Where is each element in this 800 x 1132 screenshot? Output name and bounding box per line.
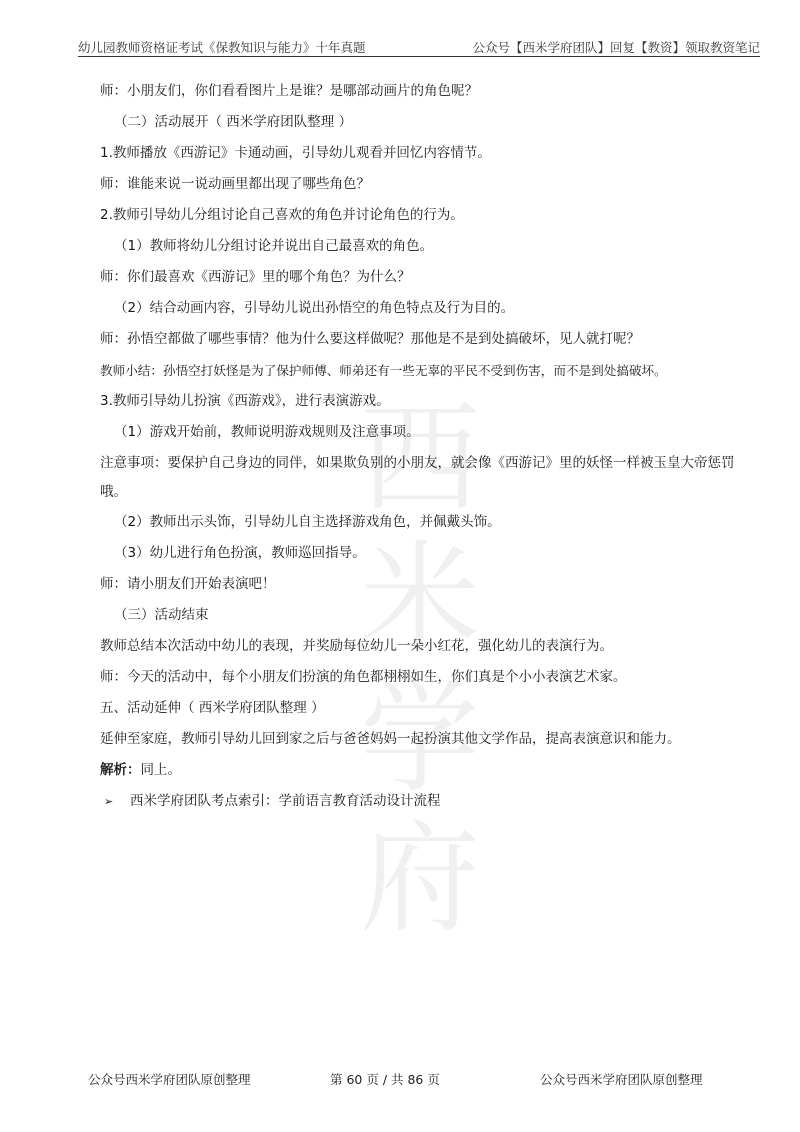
page-number: 第 60 页 / 共 86 页 [330, 1072, 440, 1087]
analysis-text: 同上。 [140, 762, 181, 778]
paragraph: （3）幼儿进行角色扮演，教师巡回指导。 [114, 545, 366, 561]
index-text: 西米学府团队考点索引：学前语言教育活动设计流程 [130, 793, 441, 809]
page-footer [0, 1070, 800, 1090]
header-book-title: 幼儿园教师资格证考试《保教知识与能力》十年真题 [78, 40, 366, 55]
paragraph: （2）教师出示头饰，引导幼儿自主选择游戏角色，并佩戴头饰。 [114, 514, 501, 530]
section-heading: 五、活动延伸（ 西米学府团队整理 ） [100, 700, 325, 716]
paragraph: 2.教师引导幼儿分组讨论自己喜欢的角色并讨论角色的行为。 [100, 207, 464, 223]
paragraph: 师：你们最喜欢《西游记》里的哪个角色？为什么？ [100, 269, 411, 285]
header-promo: 公众号【西米学府团队】回复【教资】领取教资笔记 [472, 40, 760, 55]
paragraph: （1）游戏开始前，教师说明游戏规则及注意事项。 [114, 424, 420, 440]
paragraph: 师：今天的活动中，每个小朋友们扮演的角色都栩栩如生，你们真是个小小表演艺术家。 [100, 669, 627, 685]
paragraph: 师：请小朋友们开始表演吧！ [100, 576, 276, 592]
page-header [78, 34, 760, 57]
section-heading: （三）活动结束 [114, 607, 209, 623]
paragraph: （1）教师将幼儿分组讨论并说出自己最喜欢的角色。 [114, 238, 434, 254]
paragraph: 教师小结：孙悟空打妖怪是为了保护师傅、师弟还有一些无辜的平民不受到伤害，而不是到处搞破坏。 [100, 363, 667, 378]
watermark: 西米学府 [360, 390, 480, 949]
section-heading: （二）活动展开（ 西米学府团队整理 ） [114, 114, 353, 130]
arrow-bullet-icon: ➢ [104, 795, 114, 808]
analysis-label: 解析： [100, 762, 141, 778]
paragraph: （2）结合动画内容，引导幼儿说出孙悟空的角色特点及行为目的。 [114, 300, 515, 316]
index-bullet [100, 786, 750, 817]
paragraph: 3.教师引导幼儿扮演《西游戏》，进行表演游戏。 [100, 393, 390, 409]
paragraph: 师：孙悟空都做了哪些事情？他为什么要这样做呢？那他是不是到处搞破坏，见人就打呢？ [100, 331, 640, 347]
paragraph: 注意事项：要保护自己身边的同伴，如果欺负别的小朋友，就会像《西游记》里的妖怪一样被玉皇大帝惩罚哦。 [100, 455, 735, 500]
paragraph: 延伸至家庭，教师引导幼儿回到家之后与爸爸妈妈一起扮演其他文学作品，提高表演意识和能力。 [100, 731, 681, 747]
document-body [100, 76, 750, 949]
paragraph: 师：谁能来说一说动画里都出现了哪些角色？ [100, 176, 370, 192]
paragraph: 师：小朋友们，你们看看图片上是谁？是哪部动画片的角色呢？ [100, 83, 478, 99]
analysis-line [100, 755, 750, 786]
paragraph: 教师总结本次活动中幼儿的表现，并奖励每位幼儿一朵小红花，强化幼儿的表演行为。 [100, 638, 613, 654]
footer-left: 公众号西米学府团队原创整理 [88, 1072, 251, 1087]
paragraph: 1.教师播放《西游记》卡通动画，引导幼儿观看并回忆内容情节。 [100, 145, 491, 161]
footer-right: 公众号西米学府团队原创整理 [540, 1072, 703, 1087]
